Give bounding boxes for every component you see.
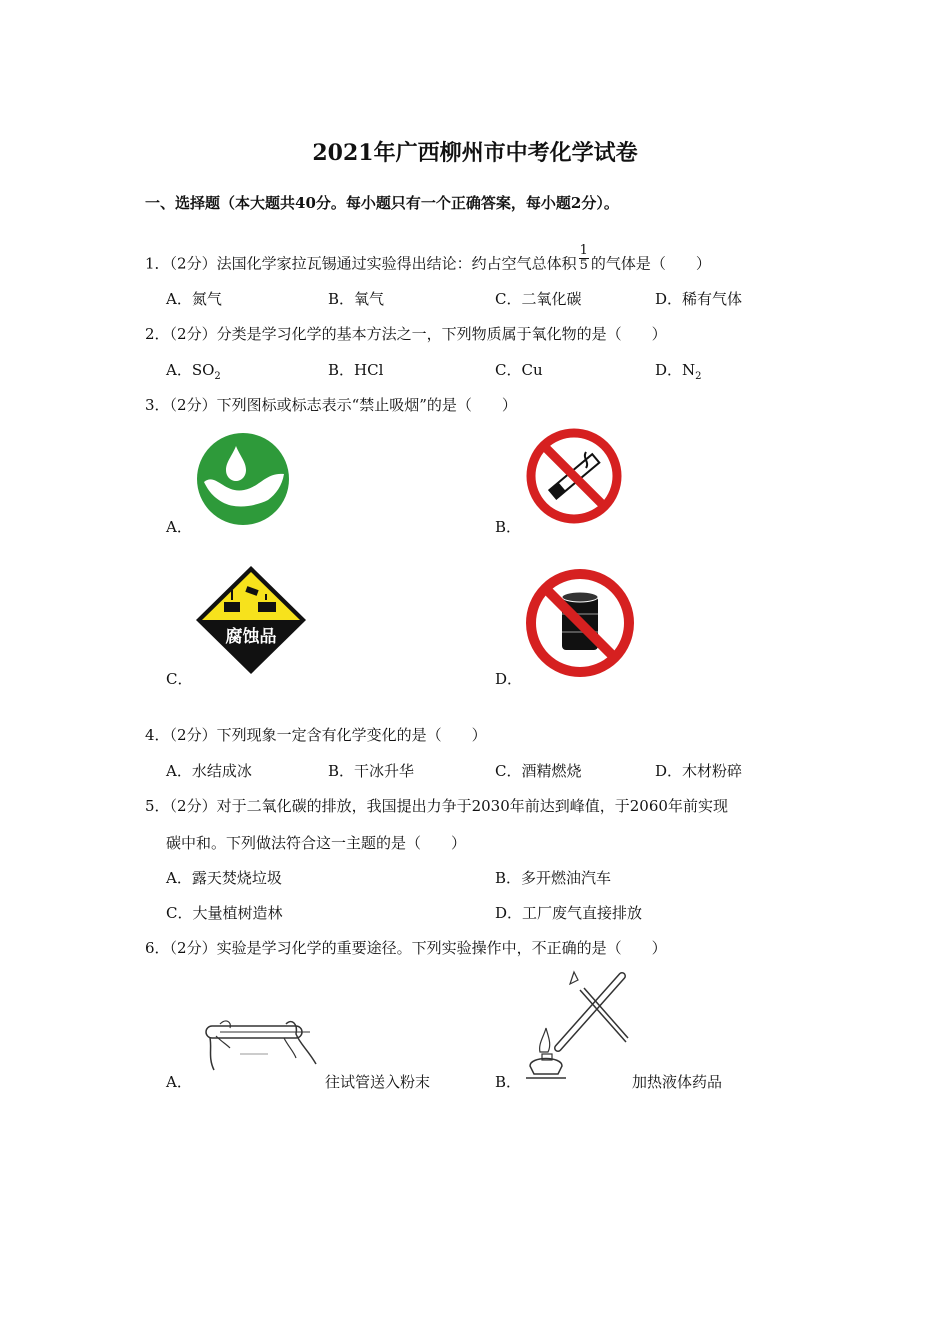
q4-option-d: D．木材粉碎 bbox=[655, 762, 743, 780]
q6-label-b: B． bbox=[495, 1073, 522, 1091]
test-tube-powder-icon bbox=[200, 1014, 320, 1080]
q6-caption-b: 加热液体药品 bbox=[632, 1073, 723, 1091]
q3-label-b: B． bbox=[495, 518, 522, 536]
q6-caption-a: 往试管送入粉末 bbox=[325, 1073, 431, 1091]
question-4: 4．（2分）下列现象一定含有化学变化的是（ ） bbox=[145, 726, 487, 744]
q3-label-d: D． bbox=[495, 670, 523, 688]
q4-option-c: C．酒精燃烧 bbox=[495, 762, 582, 780]
question-2: 2．（2分）分类是学习化学的基本方法之一，下列物质属于氧化物的是（ ） bbox=[145, 325, 667, 343]
question-5-line-1: 5．（2分）对于二氧化碳的排放，我国提出力争于2030年前达到峰值，于2060年前实现 bbox=[145, 797, 728, 815]
heating-liquid-icon bbox=[518, 970, 630, 1086]
question-1-text-before: 1．（2分）法国化学家拉瓦锡通过实验得出结论：约占空气总体积 bbox=[145, 254, 577, 273]
q5-option-b: B．多开燃油汽车 bbox=[495, 869, 612, 887]
fraction-denominator: 5 bbox=[579, 258, 588, 273]
page-title: 2021年广西柳州市中考化学试卷 bbox=[312, 140, 638, 166]
question-1-text-after: 的气体是（ ） bbox=[590, 254, 711, 273]
q5-option-c: C．大量植树造林 bbox=[166, 904, 283, 922]
question-1 bbox=[145, 243, 711, 279]
q4-option-a: A．水结成冰 bbox=[166, 762, 252, 780]
question-6: 6．（2分）实验是学习化学的重要途径。下列实验操作中，不正确的是（ ） bbox=[145, 939, 667, 957]
no-oil-drum-icon bbox=[525, 568, 635, 678]
q3-label-c: C． bbox=[166, 670, 193, 688]
q2-option-b: B．HCl bbox=[328, 361, 384, 379]
q1-option-a: A．氮气 bbox=[166, 290, 222, 308]
q5-option-a: A．露天焚烧垃圾 bbox=[166, 869, 282, 887]
water-saving-icon bbox=[196, 432, 290, 526]
question-3: 3．（2分）下列图标或标志表示“禁止吸烟”的是（ ） bbox=[145, 396, 517, 414]
question-5-line-2: 碳中和。下列做法符合这一主题的是（ ） bbox=[166, 834, 467, 852]
q3-label-a: A． bbox=[166, 518, 192, 536]
q2-option-d: D．$N_2$ bbox=[655, 361, 702, 382]
corrosive-icon bbox=[194, 564, 308, 676]
fraction bbox=[579, 244, 589, 273]
q1-option-b: B．氧气 bbox=[328, 290, 385, 308]
section-heading: 一、选择题（本大题共40分。每小题只有一个正确答案，每小题2分）。 bbox=[145, 194, 619, 212]
q5-option-d: D．工厂废气直接排放 bbox=[495, 904, 643, 922]
q2-option-a: A．$SO_2$ bbox=[166, 361, 221, 382]
corrosive-label: 腐蚀品 bbox=[225, 627, 277, 647]
q1-option-d: D．稀有气体 bbox=[655, 290, 743, 308]
fraction-numerator: 1 bbox=[579, 243, 588, 258]
no-smoking-icon bbox=[526, 428, 622, 524]
q1-option-c: C．二氧化碳 bbox=[495, 290, 582, 308]
q4-option-b: B．干冰升华 bbox=[328, 762, 415, 780]
q2-option-c: C．Cu bbox=[495, 361, 543, 379]
q6-label-a: A． bbox=[166, 1073, 192, 1091]
